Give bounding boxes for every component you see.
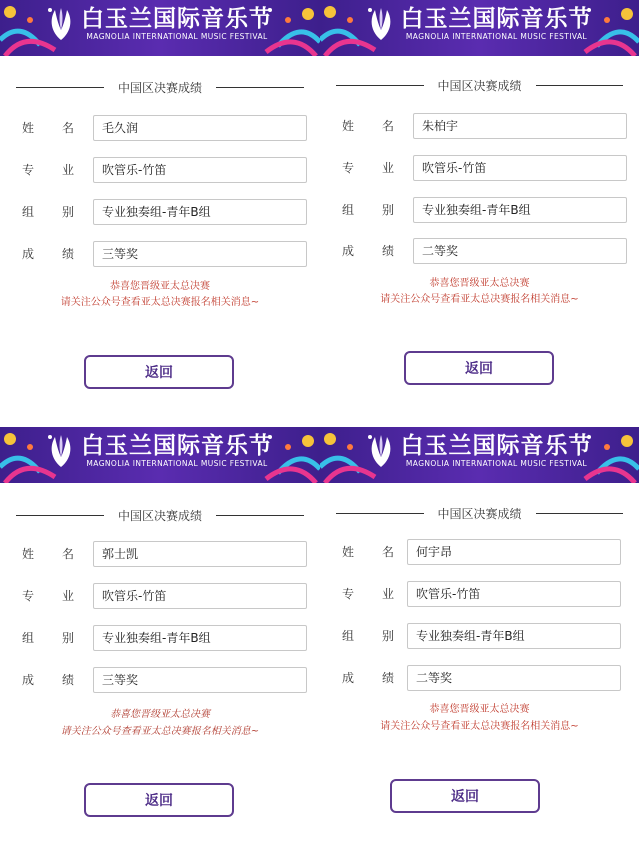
divider-left <box>336 85 424 86</box>
group-row <box>320 197 639 223</box>
festival-banner <box>0 427 320 483</box>
name-field[interactable]: 郭士凯 <box>93 541 307 567</box>
group-label: 组 别 <box>342 629 394 643</box>
section-title <box>16 505 304 525</box>
result-panel-2 <box>320 0 639 426</box>
name-field[interactable]: 朱柏宇 <box>413 113 627 139</box>
score-row <box>320 238 639 264</box>
score-label: 成 绩 <box>342 244 394 258</box>
group-label: 组 别 <box>342 203 394 217</box>
banner-title-cn: 白玉兰国际音乐节 <box>81 433 273 459</box>
major-row <box>320 581 639 607</box>
banner-title-cn: 白玉兰国际音乐节 <box>400 433 593 459</box>
group-label: 组 别 <box>22 205 74 219</box>
name-row <box>0 541 320 567</box>
major-row <box>320 155 639 181</box>
festival-logo <box>367 433 593 469</box>
congrats-line-2: 请关注公众号查看亚太总决赛报名相关消息~ <box>380 294 579 305</box>
group-field[interactable]: 专业独奏组-青年B组 <box>407 623 621 649</box>
festival-logo <box>367 6 593 42</box>
group-label: 组 别 <box>22 631 74 645</box>
divider-left <box>16 515 104 516</box>
major-label: 专 业 <box>22 163 74 177</box>
major-label: 专 业 <box>342 161 394 175</box>
score-field[interactable]: 二等奖 <box>407 665 621 691</box>
name-row <box>320 539 639 565</box>
score-row <box>320 665 639 691</box>
score-label: 成 绩 <box>22 673 74 687</box>
result-panel-1 <box>0 0 320 426</box>
name-row <box>320 113 639 139</box>
section-title-text: 中国区决赛成绩 <box>437 78 522 93</box>
group-field[interactable]: 专业独奏组-青年B组 <box>93 625 307 651</box>
score-row <box>0 241 320 267</box>
name-field[interactable]: 毛久润 <box>93 115 307 141</box>
score-row <box>0 667 320 693</box>
major-field[interactable]: 吹管乐-竹笛 <box>93 583 307 609</box>
divider-left <box>16 87 104 88</box>
congrats-line-1: 恭喜您晋级亚太总决赛 <box>429 278 530 289</box>
major-row <box>0 157 320 183</box>
banner-title-en: MAGNOLIA INTERNATIONAL MUSIC FESTIVAL <box>405 459 588 468</box>
congrats-line-1: 恭喜您晋级亚太总决赛 <box>429 704 530 715</box>
magnolia-logo-icon <box>367 433 395 469</box>
score-field[interactable]: 二等奖 <box>413 238 627 264</box>
name-row <box>0 115 320 141</box>
magnolia-logo-icon <box>367 6 395 42</box>
divider-right <box>536 513 624 514</box>
group-row <box>0 199 320 225</box>
score-label: 成 绩 <box>342 671 394 685</box>
score-label: 成 绩 <box>22 247 74 261</box>
festival-banner <box>320 0 639 56</box>
name-label: 姓 名 <box>342 119 394 133</box>
divider-right <box>216 515 304 516</box>
group-row <box>0 625 320 651</box>
section-title-text: 中国区决赛成绩 <box>118 508 203 523</box>
group-row <box>320 623 639 649</box>
festival-logo <box>47 433 273 469</box>
festival-banner <box>0 0 320 56</box>
divider-left <box>336 513 424 514</box>
congrats-line-1: 恭喜您晋级亚太总决赛 <box>110 281 210 292</box>
back-button[interactable]: 返回 <box>84 355 234 389</box>
festival-banner <box>320 427 639 483</box>
name-label: 姓 名 <box>342 545 394 559</box>
congrats-line-2: 请关注公众号查看亚太总决赛报名相关消息~ <box>380 721 579 732</box>
congrats-line-2: 请关注公众号查看亚太总决赛报名相关消息~ <box>60 726 260 737</box>
result-panel-3 <box>0 427 320 853</box>
result-panel-4 <box>320 427 639 853</box>
banner-title-en: MAGNOLIA INTERNATIONAL MUSIC FESTIVAL <box>86 32 268 41</box>
magnolia-logo-icon <box>47 433 75 469</box>
major-field[interactable]: 吹管乐-竹笛 <box>413 155 627 181</box>
section-title <box>336 503 623 523</box>
major-field[interactable]: 吹管乐-竹笛 <box>93 157 307 183</box>
banner-title-cn: 白玉兰国际音乐节 <box>400 6 593 32</box>
section-title-text: 中国区决赛成绩 <box>437 506 522 521</box>
group-field[interactable]: 专业独奏组-青年B组 <box>413 197 627 223</box>
congrats-line-1: 恭喜您晋级亚太总决赛 <box>110 709 210 720</box>
section-title-text: 中国区决赛成绩 <box>118 80 203 95</box>
festival-logo <box>47 6 273 42</box>
score-field[interactable]: 三等奖 <box>93 667 307 693</box>
magnolia-logo-icon <box>47 6 75 42</box>
name-field[interactable]: 何宇昂 <box>407 539 621 565</box>
section-title <box>16 77 304 97</box>
back-button[interactable]: 返回 <box>390 779 540 813</box>
congrats-line-2: 请关注公众号查看亚太总决赛报名相关消息~ <box>60 297 260 308</box>
divider-right <box>536 85 624 86</box>
major-label: 专 业 <box>342 587 394 601</box>
section-title <box>336 75 623 95</box>
group-field[interactable]: 专业独奏组-青年B组 <box>93 199 307 225</box>
major-field[interactable]: 吹管乐-竹笛 <box>407 581 621 607</box>
back-button[interactable]: 返回 <box>84 783 234 817</box>
banner-title-en: MAGNOLIA INTERNATIONAL MUSIC FESTIVAL <box>405 32 588 41</box>
major-row <box>0 583 320 609</box>
divider-right <box>216 87 304 88</box>
banner-title-en: MAGNOLIA INTERNATIONAL MUSIC FESTIVAL <box>86 459 268 468</box>
name-label: 姓 名 <box>22 121 74 135</box>
score-field[interactable]: 三等奖 <box>93 241 307 267</box>
banner-title-cn: 白玉兰国际音乐节 <box>81 6 273 32</box>
back-button[interactable]: 返回 <box>404 351 554 385</box>
name-label: 姓 名 <box>22 547 74 561</box>
major-label: 专 业 <box>22 589 74 603</box>
